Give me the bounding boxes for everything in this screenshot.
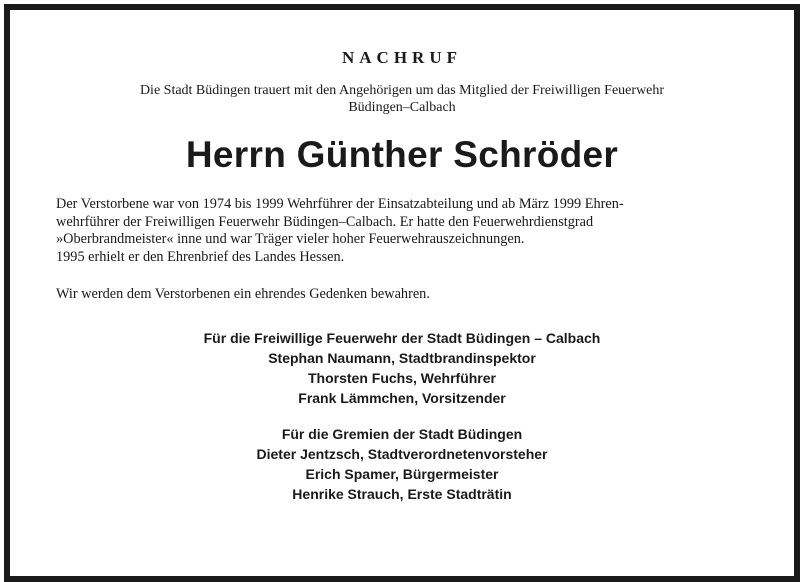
signature-line: Stephan Naumann, Stadtbrandinspektor [268, 350, 536, 366]
signature-line: Henrike Strauch, Erste Stadträtin [292, 486, 512, 502]
deceased-name: Herrn Günther Schröder [185, 134, 619, 175]
signature-line: Thorsten Fuchs, Wehrführer [308, 370, 496, 386]
body-line: »Oberbrandmeister« inne und war Träger vieler hoher Feuerwehrauszeichnungen. [56, 231, 525, 247]
body-line: Der Verstorbene war von 1974 bis 1999 Wehrführer der Einsatzabteilung und ab März 1999 Ehren- [56, 196, 624, 212]
obituary-frame [4, 4, 800, 582]
intro-line: Die Stadt Büdingen trauert mit den Angehörigen um das Mitglied der Freiwilligen Feuerwehr [139, 83, 665, 98]
signature-line: Für die Freiwillige Feuerwehr der Stadt Büdingen – Calbach [203, 330, 601, 346]
signature-group-fire-brigade [10, 328, 794, 408]
signature-line: Erich Spamer, Bürgermeister [305, 466, 499, 482]
intro-text [10, 82, 794, 116]
signature-line: Für die Gremien der Stadt Büdingen [281, 426, 523, 442]
remembrance-line: Wir werden dem Verstorbenen ein ehrendes Gedenken bewahren. [56, 286, 430, 302]
signature-line: Dieter Jentzsch, Stadtverordnetenvorsteher [256, 446, 548, 462]
intro-line: Büdingen–Calbach [348, 100, 456, 115]
notice-heading: NACHRUF [342, 48, 462, 67]
body-line: 1995 erhielt er den Ehrenbrief des Landes Hessen. [56, 248, 345, 265]
signature-line: Frank Lämmchen, Vorsitzender [298, 390, 506, 406]
obituary-body [56, 196, 760, 266]
body-line: wehrführer der Freiwilligen Feuerwehr Büdingen–Calbach. Er hatte den Feuerwehrdienstgrad [56, 213, 594, 230]
signature-group-city-council [10, 424, 794, 504]
